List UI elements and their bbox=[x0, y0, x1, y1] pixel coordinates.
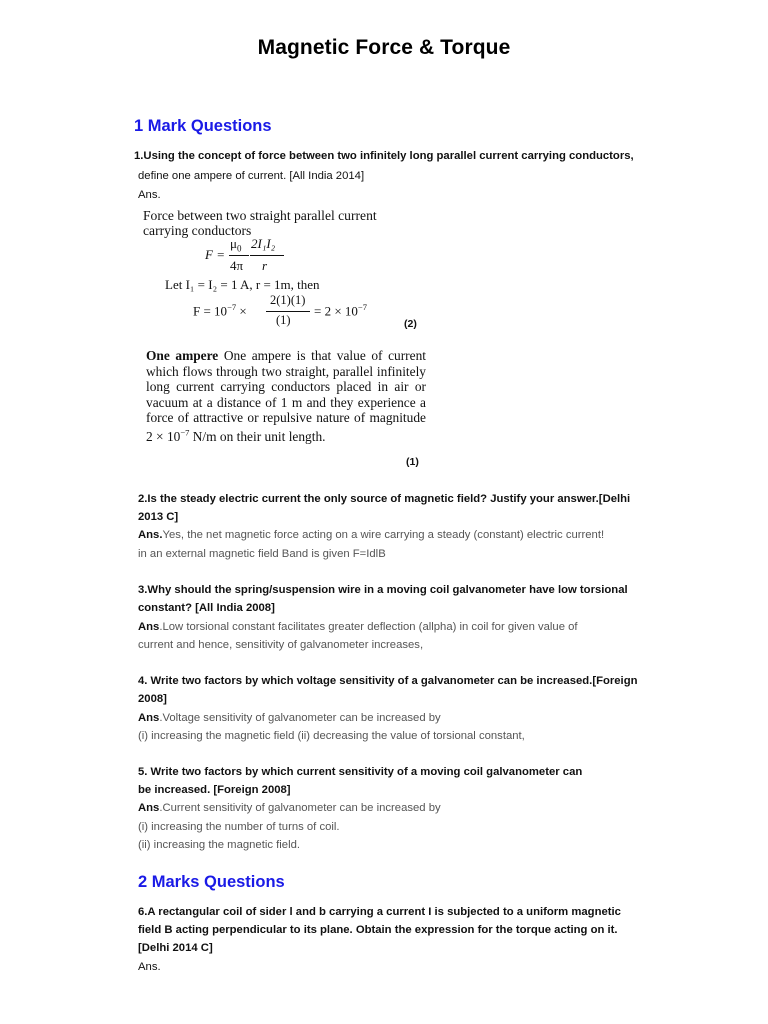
fraction-bar-1 bbox=[229, 255, 249, 256]
question-2-line-1: 2.Is the steady electric current the only source of magnetic field? Justify your answer.[Delhi bbox=[138, 493, 631, 505]
question-6-line-1: 6.A rectangular coil of sider l and b carrying a current I is subjected to a uniform magnetic bbox=[138, 906, 621, 918]
question-3-line-2: constant? [All India 2008] bbox=[138, 602, 275, 614]
question-5-line-2: be increased. [Foreign 2008] bbox=[138, 784, 291, 796]
question-4-line-1: 4. Write two factors by which voltage sensitivity of a galvanometer can be increased.[Foreign bbox=[138, 675, 638, 687]
section-heading-1-mark: 1 Mark Questions bbox=[134, 117, 272, 135]
page-title: Magnetic Force & Torque bbox=[257, 36, 511, 59]
marks-label-2: (2) bbox=[404, 318, 417, 330]
fraction-bar-3 bbox=[266, 311, 310, 312]
question-2-line-2: 2013 C] bbox=[138, 511, 179, 523]
section-heading-2-marks: 2 Marks Questions bbox=[138, 873, 285, 891]
formula-r: r bbox=[262, 258, 268, 273]
answer-3-line-1: Ans.Low torsional constant facilitates greater deflection (allpha) in coil for given value of bbox=[138, 621, 578, 633]
definition-last-line: $2 \times 10^{-7}$ N/m on their unit length. bbox=[146, 427, 326, 445]
question-6-line-2: field B acting perpendicular to its plane. Obtain the expression for the torque acting on it. bbox=[138, 924, 618, 936]
question-1-line-2: define one ampere of current. [All India 2014] bbox=[138, 170, 365, 182]
formula-4pi: 4π bbox=[230, 258, 244, 273]
answer-4-line-1: Ans.Voltage sensitivity of galvanometer can be increased by bbox=[138, 712, 441, 724]
question-4-line-2: 2008] bbox=[138, 693, 167, 705]
formula-2-num: 2(1)(1) bbox=[270, 293, 306, 307]
answer-2-line-2: in an external magnetic field Band is given F=IdlB bbox=[138, 548, 386, 560]
formula-2-den: (1) bbox=[276, 313, 291, 327]
definition-body: One ampere is that value of current which flows through two straight, parallel infinitely long current carrying conductors placed in air or vacuum at a distance of 1 m and they experience a force of attractive or repulsive nature of magnitude bbox=[146, 348, 426, 426]
marks-label-1: (1) bbox=[406, 456, 419, 468]
question-3-line-1: 3.Why should the spring/suspension wire in a moving coil galvanometer have low torsional bbox=[138, 584, 628, 596]
answer-5-line-1: Ans.Current sensitivity of galvanometer can be increased by bbox=[138, 802, 441, 814]
question-1-line-1: 1.Using the concept of force between two infinitely long parallel current carrying conductors, bbox=[134, 150, 634, 162]
answer-4-line-2: (i) increasing the magnetic field (ii) decreasing the value of torsional constant, bbox=[138, 730, 525, 742]
question-6-line-3: [Delhi 2014 C] bbox=[138, 942, 213, 954]
let-line: Let I₁ = I₂ = 1 A, r = 1m, then bbox=[165, 277, 320, 292]
answer-3-line-2: current and hence, sensitivity of galvanometer increases, bbox=[138, 639, 424, 651]
one-ampere-definition bbox=[146, 348, 426, 445]
figure-text-line-1: Force between two straight parallel current bbox=[143, 208, 377, 223]
question-6-ans-label: Ans. bbox=[138, 961, 161, 973]
formula-2i1i2: 2I₁I₂ bbox=[251, 236, 276, 251]
answer-5-line-2: (i) increasing the number of turns of coil. bbox=[138, 821, 340, 833]
fraction-bar-2 bbox=[250, 255, 284, 256]
question-1-ans-label: Ans. bbox=[138, 189, 161, 201]
question-5-line-1: 5. Write two factors by which current sensitivity of a moving coil galvanometer can bbox=[138, 766, 583, 778]
formula-2-rhs: = $2 \times 10^{-7}$ bbox=[314, 302, 367, 319]
figure-text-line-2: carrying conductors bbox=[143, 223, 252, 238]
formula-mu: $\mu_0$ bbox=[230, 236, 242, 254]
formula-f-lhs: F = bbox=[205, 247, 225, 262]
formula-2-lhs: $F = 10^{-7}$ × bbox=[193, 302, 247, 319]
definition-heading: One ampere bbox=[146, 348, 219, 363]
answer-2-line-1: Ans.Yes, the net magnetic force acting on a wire carrying a steady (constant) electric current! bbox=[138, 529, 605, 541]
answer-5-line-3: (ii) increasing the magnetic field. bbox=[138, 839, 300, 851]
